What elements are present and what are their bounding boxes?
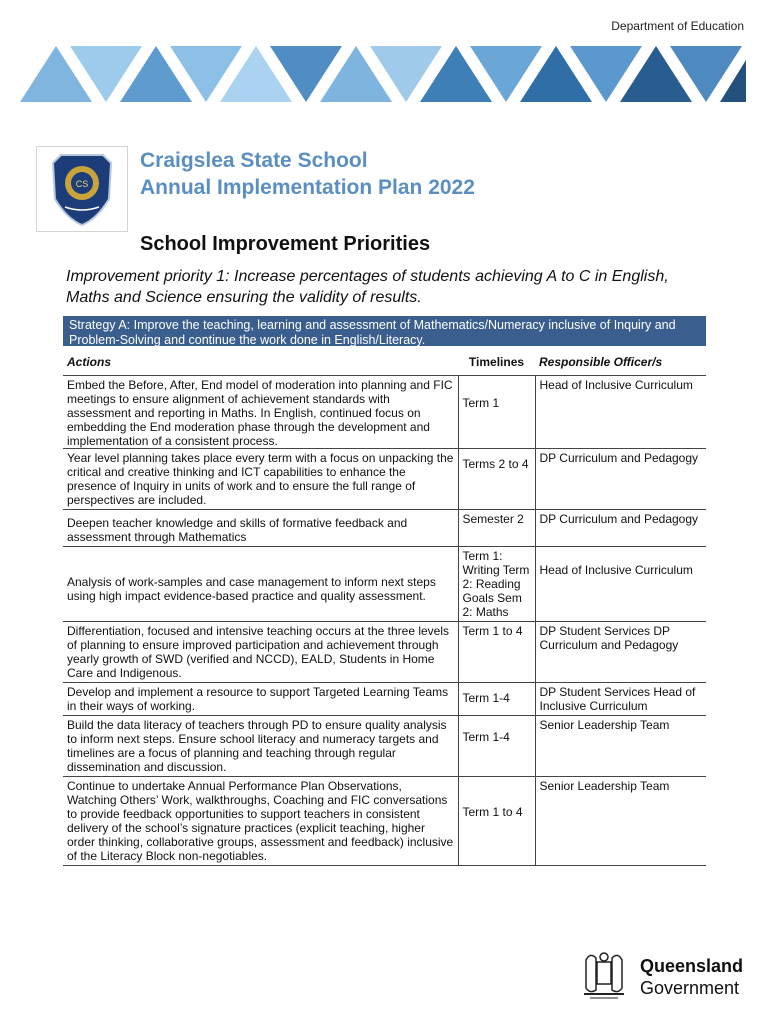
strategy-banner: Strategy A: Improve the teaching, learning and assessment of Mathematics/Numeracy inclusive of Inquiry and Problem-Solving and continue the work done in English/Literacy. [63, 316, 706, 346]
header-timelines: Timelines [458, 349, 535, 376]
table-row [63, 622, 706, 683]
officer-cell: Senior Leadership Team [535, 716, 706, 777]
action-cell: Analysis of work-samples and case management to inform next steps using high impact evidence-based practice and quality assessment. [63, 547, 458, 622]
table-header-row [63, 349, 706, 376]
officer-cell: DP Student Services Head of Inclusive Curriculum [535, 683, 706, 716]
svg-text:CS: CS [75, 179, 89, 189]
table-row [63, 683, 706, 716]
header-banner [20, 46, 746, 102]
officer-cell: DP Student Services DP Curriculum and Pedagogy [535, 622, 706, 683]
table-row [63, 716, 706, 777]
officer-cell: DP Curriculum and Pedagogy [535, 449, 706, 510]
department-label: Department of Education [611, 19, 744, 33]
table-row [63, 777, 706, 866]
officer-cell: DP Curriculum and Pedagogy [535, 510, 706, 547]
timeline-cell: Term 1-4 [458, 683, 535, 716]
actions-table [63, 349, 706, 866]
table-row [63, 376, 706, 449]
timeline-cell: Term 1-4 [458, 716, 535, 777]
officer-cell: Head of Inclusive Curriculum [535, 547, 706, 622]
school-name: Craigslea State School [140, 149, 368, 172]
timeline-cell: Terms 2 to 4 [458, 449, 535, 510]
header-officers: Responsible Officer/s [535, 349, 706, 376]
table-row [63, 547, 706, 622]
timeline-cell: Term 1: Writing Term 2: Reading Goals Sem 2: Maths [458, 547, 535, 622]
action-cell: Differentiation, focused and intensive teaching occurs at the three levels of planning to ensure improved participation and achievement through yearly growth of SWD (verified and NCCD), EALD, Students in Home Care and Indigenous. [63, 622, 458, 683]
gov-logo-line1: Queensland [640, 956, 744, 976]
action-cell: Embed the Before, After, End model of moderation into planning and FIC meetings to ensure alignment of achievement standards with assessment and reporting in Maths. In English, continued focus on embedding the End moderation phase through the development and implementation of a consistent process. [63, 376, 458, 449]
action-cell: Continue to undertake Annual Performance Plan Observations, Watching Others’ Work, walkthroughs, Coaching and FIC conversations to provide feedback opportunities to support teachers in consistent delivery of the school’s signature practices (explicit teaching, higher order thinking, collaborative groups, assessment and feedback) inclusive of the Literacy Block non-negotiables. [63, 777, 458, 866]
timeline-cell: Semester 2 [458, 510, 535, 547]
section-title: School Improvement Priorities [140, 233, 431, 255]
action-cell: Develop and implement a resource to support Targeted Learning Teams in their ways of working. [63, 683, 458, 716]
improvement-priority: Improvement priority 1: Increase percentages of students achieving A to C in English, Maths and Science ensuring the validity of results. [66, 268, 669, 306]
header-actions: Actions [63, 349, 458, 376]
officer-cell: Head of Inclusive Curriculum [535, 376, 706, 449]
action-cell: Deepen teacher knowledge and skills of formative feedback and assessment through Mathematics [63, 510, 458, 547]
school-crest-logo [36, 146, 128, 232]
officer-cell: Senior Leadership Team [535, 777, 706, 866]
table-row [63, 449, 706, 510]
gov-logo-line2: Government [640, 978, 740, 998]
plan-title: Annual Implementation Plan 2022 [140, 176, 475, 199]
action-cell: Build the data literacy of teachers through PD to ensure quality analysis to inform next steps. Ensure school literacy and numeracy targets and timelines are a focus of planning and teaching through regular dissemination and discussion. [63, 716, 458, 777]
table-row [63, 510, 706, 547]
action-cell: Year level planning takes place every term with a focus on unpacking the critical and creative thinking and ICT capabilities to enhance the presence of Inquiry in units of work and to ensure the full range of perspectives are included. [63, 449, 458, 510]
queensland-coat-of-arms-icon [576, 950, 632, 1002]
timeline-cell: Term 1 to 4 [458, 622, 535, 683]
timeline-cell: Term 1 to 4 [458, 777, 535, 866]
timeline-cell: Term 1 [458, 376, 535, 449]
